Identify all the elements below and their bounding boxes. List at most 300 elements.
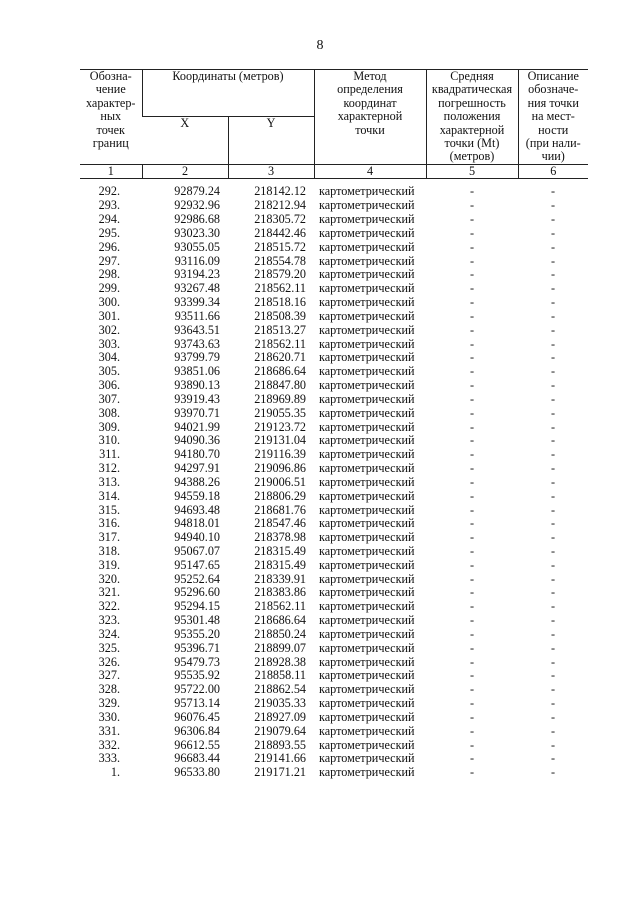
method-cell: картометрический	[319, 447, 415, 462]
method-cell: картометрический	[319, 378, 415, 393]
point-designation-cell: 304.	[98, 350, 120, 365]
point-designation-cell: 320.	[98, 571, 120, 586]
description-cell: -	[550, 654, 556, 669]
description-cell: -	[550, 502, 556, 517]
table-row	[80, 503, 588, 517]
header-point-designation: Обозна- чение характер- ных точек границ	[80, 70, 142, 165]
description-cell: -	[550, 322, 556, 337]
accuracy-cell: -	[469, 557, 475, 572]
x-coordinate-cell: 93743.63	[174, 336, 220, 351]
table-row	[80, 310, 588, 324]
table-row	[80, 683, 588, 697]
method-cell: картометрический	[319, 308, 415, 323]
point-designation-cell: 292.	[98, 184, 120, 199]
method-cell: картометрический	[319, 488, 415, 503]
header-x: X	[180, 116, 190, 131]
x-coordinate-cell: 94693.48	[174, 502, 220, 517]
table-row	[80, 434, 588, 448]
table-row	[80, 379, 588, 393]
method-cell: картометрический	[319, 336, 415, 351]
x-coordinate-cell: 95296.60	[174, 585, 220, 600]
method-cell: картометрический	[319, 696, 415, 711]
method-cell: картометрический	[319, 530, 415, 545]
table-row	[80, 254, 588, 268]
point-designation-cell: 318.	[98, 543, 120, 558]
y-coordinate-cell: 218681.76	[254, 502, 306, 517]
y-coordinate-cell: 218442.46	[254, 225, 306, 240]
method-cell: картометрический	[319, 516, 415, 531]
y-coordinate-cell: 218518.16	[254, 295, 306, 310]
point-designation-cell: 308.	[98, 405, 120, 420]
accuracy-cell: -	[469, 599, 475, 614]
x-coordinate-cell: 93194.23	[174, 267, 220, 282]
point-designation-cell: 322.	[98, 599, 120, 614]
table-row	[80, 738, 588, 752]
accuracy-cell: -	[469, 198, 475, 213]
description-cell: -	[550, 419, 556, 434]
point-designation-cell: 332.	[98, 737, 120, 752]
x-coordinate-cell: 94180.70	[174, 447, 220, 462]
description-cell: -	[550, 267, 556, 282]
table-row	[80, 489, 588, 503]
y-coordinate-cell: 218858.11	[254, 668, 306, 683]
y-coordinate-cell: 218378.98	[254, 530, 306, 545]
table-row	[80, 476, 588, 490]
x-coordinate-cell: 93970.71	[174, 405, 220, 420]
point-designation-cell: 306.	[98, 378, 120, 393]
column-numbers-row	[80, 164, 588, 178]
accuracy-cell: -	[469, 682, 475, 697]
description-cell: -	[550, 599, 556, 614]
description-cell: -	[550, 723, 556, 738]
point-designation-cell: 296.	[98, 239, 120, 254]
table-row	[80, 268, 588, 282]
method-cell: картометрический	[319, 557, 415, 572]
description-cell: -	[550, 253, 556, 268]
table-row	[80, 185, 588, 199]
y-coordinate-cell: 218850.24	[254, 626, 306, 641]
accuracy-cell: -	[469, 295, 475, 310]
table-row	[80, 199, 588, 213]
point-designation-cell: 305.	[98, 364, 120, 379]
accuracy-cell: -	[469, 433, 475, 448]
table-row	[80, 725, 588, 739]
x-coordinate-cell: 96076.45	[174, 709, 220, 724]
x-coordinate-cell: 95147.65	[174, 557, 220, 572]
accuracy-cell: -	[469, 184, 475, 199]
table-row	[80, 393, 588, 407]
point-designation-cell: 330.	[98, 709, 120, 724]
description-cell: -	[550, 447, 556, 462]
x-coordinate-cell: 93399.34	[174, 295, 220, 310]
point-designation-cell: 293.	[98, 198, 120, 213]
point-designation-cell: 328.	[98, 682, 120, 697]
y-coordinate-cell: 218212.94	[254, 198, 306, 213]
y-coordinate-cell: 219079.64	[254, 723, 306, 738]
y-coordinate-cell: 218686.64	[254, 613, 306, 628]
point-designation-cell: 316.	[98, 516, 120, 531]
point-designation-cell: 313.	[98, 474, 120, 489]
point-designation-cell: 302.	[98, 322, 120, 337]
point-designation-cell: 307.	[98, 391, 120, 406]
point-designation-cell: 333.	[98, 751, 120, 766]
x-coordinate-cell: 93055.05	[174, 239, 220, 254]
method-cell: картометрический	[319, 543, 415, 558]
table-row	[80, 572, 588, 586]
description-cell: -	[550, 571, 556, 586]
point-designation-cell: 298.	[98, 267, 120, 282]
column-number: 6	[518, 164, 588, 178]
point-designation-cell: 329.	[98, 696, 120, 711]
y-coordinate-cell: 219171.21	[254, 765, 306, 780]
description-cell: -	[550, 308, 556, 323]
method-cell: картометрический	[319, 364, 415, 379]
y-coordinate-cell: 218562.11	[254, 336, 306, 351]
header-coordinates: Координаты (метров)	[142, 70, 314, 117]
column-number: 1	[80, 164, 142, 178]
x-coordinate-cell: 94818.01	[174, 516, 220, 531]
table-row	[80, 628, 588, 642]
accuracy-cell: -	[469, 350, 475, 365]
coordinates-table	[80, 69, 588, 780]
description-cell: -	[550, 461, 556, 476]
method-cell: картометрический	[319, 502, 415, 517]
x-coordinate-cell: 92879.24	[174, 184, 220, 199]
description-cell: -	[550, 585, 556, 600]
x-coordinate-cell: 94090.36	[174, 433, 220, 448]
table-row	[80, 351, 588, 365]
x-coordinate-cell: 93851.06	[174, 364, 220, 379]
x-coordinate-cell: 94021.99	[174, 419, 220, 434]
table-row	[80, 531, 588, 545]
x-coordinate-cell: 96306.84	[174, 723, 220, 738]
x-coordinate-cell: 93023.30	[174, 225, 220, 240]
description-cell: -	[550, 281, 556, 296]
y-coordinate-cell: 218305.72	[254, 212, 306, 227]
method-cell: картометрический	[319, 613, 415, 628]
column-number: 4	[314, 164, 426, 178]
table-row	[80, 586, 588, 600]
y-coordinate-cell: 218847.80	[254, 378, 306, 393]
accuracy-cell: -	[469, 668, 475, 683]
y-coordinate-cell: 218508.39	[254, 308, 306, 323]
y-coordinate-cell: 218315.49	[254, 557, 306, 572]
accuracy-cell: -	[469, 765, 475, 780]
description-cell: -	[550, 212, 556, 227]
y-coordinate-cell: 218899.07	[254, 640, 306, 655]
table-row	[80, 227, 588, 241]
column-number: 2	[142, 164, 228, 178]
y-coordinate-cell: 219123.72	[254, 419, 306, 434]
y-coordinate-cell: 218893.55	[254, 737, 306, 752]
method-cell: картометрический	[319, 571, 415, 586]
y-coordinate-cell: 218383.86	[254, 585, 306, 600]
method-cell: картометрический	[319, 682, 415, 697]
y-coordinate-cell: 218142.12	[254, 184, 306, 199]
description-cell: -	[550, 613, 556, 628]
description-cell: -	[550, 198, 556, 213]
table-row	[80, 669, 588, 683]
method-cell: картометрический	[319, 198, 415, 213]
x-coordinate-cell: 94940.10	[174, 530, 220, 545]
x-coordinate-cell: 96612.55	[174, 737, 220, 752]
point-designation-cell: 299.	[98, 281, 120, 296]
accuracy-cell: -	[469, 751, 475, 766]
method-cell: картометрический	[319, 461, 415, 476]
header-accuracy: Средняя квадратическая погрешность положения характерной точки (Mt) (метров)	[426, 70, 518, 165]
method-cell: картометрический	[319, 419, 415, 434]
accuracy-cell: -	[469, 225, 475, 240]
x-coordinate-cell: 95713.14	[174, 696, 220, 711]
point-designation-cell: 315.	[98, 502, 120, 517]
table-row	[80, 655, 588, 669]
point-designation-cell: 297.	[98, 253, 120, 268]
page-number: 8	[316, 38, 324, 53]
description-cell: -	[550, 378, 556, 393]
table-row	[80, 697, 588, 711]
method-cell: картометрический	[319, 668, 415, 683]
table-row	[80, 545, 588, 559]
table-row	[80, 517, 588, 531]
method-cell: картометрический	[319, 709, 415, 724]
method-cell: картометрический	[319, 225, 415, 240]
description-cell: -	[550, 488, 556, 503]
accuracy-cell: -	[469, 488, 475, 503]
point-designation-cell: 319.	[98, 557, 120, 572]
table-row	[80, 642, 588, 656]
x-coordinate-cell: 95722.00	[174, 682, 220, 697]
method-cell: картометрический	[319, 433, 415, 448]
accuracy-cell: -	[469, 502, 475, 517]
y-coordinate-cell: 218927.09	[254, 709, 306, 724]
x-coordinate-cell: 92932.96	[174, 198, 220, 213]
table-row	[80, 365, 588, 379]
accuracy-cell: -	[469, 336, 475, 351]
accuracy-cell: -	[469, 737, 475, 752]
method-cell: картометрический	[319, 391, 415, 406]
y-coordinate-cell: 219035.33	[254, 696, 306, 711]
x-coordinate-cell: 93511.66	[174, 308, 220, 323]
table-row	[80, 711, 588, 725]
y-coordinate-cell: 218862.54	[254, 682, 306, 697]
accuracy-cell: -	[469, 530, 475, 545]
table-body	[80, 185, 588, 780]
description-cell: -	[550, 765, 556, 780]
accuracy-cell: -	[469, 419, 475, 434]
description-cell: -	[550, 626, 556, 641]
accuracy-cell: -	[469, 378, 475, 393]
table-row	[80, 213, 588, 227]
point-designation-cell: 314.	[98, 488, 120, 503]
method-cell: картометрический	[319, 737, 415, 752]
method-cell: картометрический	[319, 751, 415, 766]
description-cell: -	[550, 516, 556, 531]
accuracy-cell: -	[469, 281, 475, 296]
accuracy-cell: -	[469, 723, 475, 738]
description-cell: -	[550, 350, 556, 365]
x-coordinate-cell: 94297.91	[174, 461, 220, 476]
y-coordinate-cell: 218339.91	[254, 571, 306, 586]
header-y: Y	[228, 117, 314, 164]
point-designation-cell: 312.	[98, 461, 120, 476]
method-cell: картометрический	[319, 239, 415, 254]
x-coordinate-cell: 95294.15	[174, 599, 220, 614]
method-cell: картометрический	[319, 765, 415, 780]
table-row	[80, 600, 588, 614]
y-coordinate-cell: 219055.35	[254, 405, 306, 420]
method-cell: картометрический	[319, 585, 415, 600]
x-coordinate-cell: 95535.92	[174, 668, 220, 683]
description-cell: -	[550, 405, 556, 420]
x-coordinate-cell: 95301.48	[174, 613, 220, 628]
description-cell: -	[550, 474, 556, 489]
method-cell: картометрический	[319, 184, 415, 199]
accuracy-cell: -	[469, 253, 475, 268]
description-cell: -	[550, 543, 556, 558]
y-coordinate-cell: 218562.11	[254, 599, 306, 614]
x-coordinate-cell: 95479.73	[174, 654, 220, 669]
y-coordinate-cell: 218928.38	[254, 654, 306, 669]
header-description: Описание обозначе- ния точки на мест- ности (при нали- чии)	[518, 70, 588, 165]
y-coordinate-cell: 218513.27	[254, 322, 306, 337]
point-designation-cell: 294.	[98, 212, 120, 227]
table-row	[80, 420, 588, 434]
column-number: 5	[426, 164, 518, 178]
x-coordinate-cell: 93799.79	[174, 350, 220, 365]
y-coordinate-cell: 219141.66	[254, 751, 306, 766]
table-row	[80, 241, 588, 255]
description-cell: -	[550, 225, 556, 240]
description-cell: -	[550, 433, 556, 448]
x-coordinate-cell: 92986.68	[174, 212, 220, 227]
point-designation-cell: 323.	[98, 613, 120, 628]
point-designation-cell: 310.	[98, 433, 120, 448]
method-cell: картометрический	[319, 350, 415, 365]
point-designation-cell: 300.	[98, 295, 120, 310]
x-coordinate-cell: 94388.26	[174, 474, 220, 489]
description-cell: -	[550, 737, 556, 752]
y-coordinate-cell: 218547.46	[254, 516, 306, 531]
point-designation-cell: 303.	[98, 336, 120, 351]
point-designation-cell: 325.	[98, 640, 120, 655]
accuracy-cell: -	[469, 322, 475, 337]
method-cell: картометрический	[319, 253, 415, 268]
table-row	[80, 559, 588, 573]
description-cell: -	[550, 391, 556, 406]
table-row	[80, 448, 588, 462]
point-designation-cell: 1.	[110, 765, 120, 780]
accuracy-cell: -	[469, 654, 475, 669]
accuracy-cell: -	[469, 696, 475, 711]
accuracy-cell: -	[469, 626, 475, 641]
description-cell: -	[550, 751, 556, 766]
description-cell: -	[550, 640, 556, 655]
table-row	[80, 324, 588, 338]
accuracy-cell: -	[469, 461, 475, 476]
table-row	[80, 296, 588, 310]
accuracy-cell: -	[469, 709, 475, 724]
point-designation-cell: 324.	[98, 626, 120, 641]
accuracy-cell: -	[469, 543, 475, 558]
table-row	[80, 462, 588, 476]
method-cell: картометрический	[319, 723, 415, 738]
method-cell: картометрический	[319, 295, 415, 310]
x-coordinate-cell: 93919.43	[174, 391, 220, 406]
method-cell: картометрический	[319, 640, 415, 655]
accuracy-cell: -	[469, 447, 475, 462]
y-coordinate-cell: 219096.86	[254, 461, 306, 476]
description-cell: -	[550, 668, 556, 683]
x-coordinate-cell: 93267.48	[174, 281, 220, 296]
method-cell: картометрический	[319, 322, 415, 337]
column-number: 3	[228, 164, 314, 178]
accuracy-cell: -	[469, 474, 475, 489]
table-row	[80, 282, 588, 296]
accuracy-cell: -	[469, 613, 475, 628]
point-designation-cell: 301.	[98, 308, 120, 323]
x-coordinate-cell: 96683.44	[174, 751, 220, 766]
description-cell: -	[550, 557, 556, 572]
y-coordinate-cell: 218686.64	[254, 364, 306, 379]
point-designation-cell: 295.	[98, 225, 120, 240]
point-designation-cell: 321.	[98, 585, 120, 600]
x-coordinate-cell: 95252.64	[174, 571, 220, 586]
x-coordinate-cell: 96533.80	[174, 765, 220, 780]
y-coordinate-cell: 219131.04	[254, 433, 306, 448]
x-coordinate-cell: 93116.09	[174, 253, 220, 268]
description-cell: -	[550, 295, 556, 310]
accuracy-cell: -	[469, 391, 475, 406]
x-coordinate-cell: 95067.07	[174, 543, 220, 558]
accuracy-cell: -	[469, 308, 475, 323]
description-cell: -	[550, 709, 556, 724]
x-coordinate-cell: 95355.20	[174, 626, 220, 641]
y-coordinate-cell: 218969.89	[254, 391, 306, 406]
description-cell: -	[550, 530, 556, 545]
method-cell: картометрический	[319, 267, 415, 282]
accuracy-cell: -	[469, 405, 475, 420]
accuracy-cell: -	[469, 516, 475, 531]
accuracy-cell: -	[469, 571, 475, 586]
description-cell: -	[550, 364, 556, 379]
y-coordinate-cell: 218315.49	[254, 543, 306, 558]
y-coordinate-cell: 219116.39	[254, 447, 306, 462]
table-row	[80, 752, 588, 766]
y-coordinate-cell: 218806.29	[254, 488, 306, 503]
description-cell: -	[550, 239, 556, 254]
accuracy-cell: -	[469, 585, 475, 600]
description-cell: -	[550, 682, 556, 697]
point-designation-cell: 327.	[98, 668, 120, 683]
point-designation-cell: 326.	[98, 654, 120, 669]
header-method: Метод определения координат характерной точки	[314, 70, 426, 165]
y-coordinate-cell: 218620.71	[254, 350, 306, 365]
method-cell: картометрический	[319, 599, 415, 614]
x-coordinate-cell: 93643.51	[174, 322, 220, 337]
x-coordinate-cell: 95396.71	[174, 640, 220, 655]
point-designation-cell: 331.	[98, 723, 120, 738]
accuracy-cell: -	[469, 267, 475, 282]
table-row	[80, 766, 588, 780]
point-designation-cell: 317.	[98, 530, 120, 545]
method-cell: картометрический	[319, 281, 415, 296]
method-cell: картометрический	[319, 405, 415, 420]
x-coordinate-cell: 93890.13	[174, 378, 220, 393]
description-cell: -	[550, 696, 556, 711]
y-coordinate-cell: 218515.72	[254, 239, 306, 254]
method-cell: картометрический	[319, 654, 415, 669]
point-designation-cell: 309.	[98, 419, 120, 434]
